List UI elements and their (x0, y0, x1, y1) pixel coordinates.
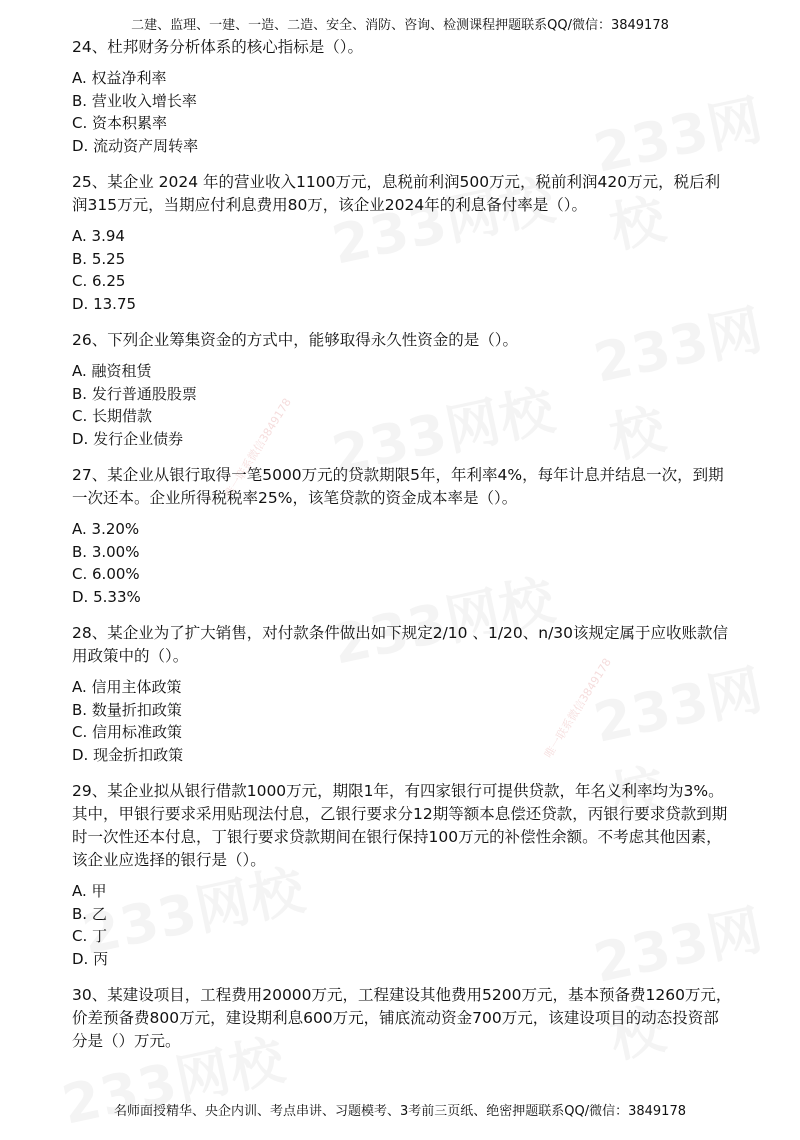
option-a: A. 甲 (72, 882, 107, 900)
question-stem: 29、某企业拟从银行借款1000万元，期限1年，有四家银行可提供贷款，年名义利率均为3%。其中，甲银行要求采用贴现法付息，乙银行要求分12期等额本息偿还贷款，丙银行要求贷款到期时一次性还本付息，丁银行要求贷款期间在银行保持100万元的补偿性余额。不考虑其他因素，该企业应选择的银行是（）。 (72, 782, 728, 869)
watermark-side-note: 唯一联系微信3849178 (541, 656, 614, 761)
option-b: B. 数量折扣政策 (72, 700, 182, 719)
option-c: C. 长期借款 (72, 407, 153, 425)
option-a: A. 信用主体政策 (72, 678, 182, 696)
option-c: C. 资本积累率 (72, 114, 168, 132)
page-header: 二建、监理、一建、一造、二造、安全、消防、咨询、检测课程押题联系QQ/微信：3849178 (131, 18, 669, 33)
option-a: A. 3.94 (72, 227, 125, 245)
option-b: B. 5.25 (72, 249, 126, 268)
question-25 (72, 171, 732, 315)
question-stem: 25、某企业 2024 年的营业收入1100万元，息税前利润500万元，税前利润420万元，税后利润315万元，当期应付利息费用80万，该企业2024年的利息备付率是（）。 (72, 173, 721, 214)
option-b: B. 发行普通股股票 (72, 384, 197, 403)
option-c: C. 6.00% (72, 565, 140, 583)
question-27 (72, 464, 732, 608)
watermark-side-note: 唯一联系微信3849178 (221, 396, 294, 501)
question-26 (72, 329, 732, 450)
option-c: C. 丁 (72, 927, 108, 945)
question-list (72, 36, 732, 1067)
option-a: A. 融资租赁 (72, 362, 152, 380)
option-c: C. 6.25 (72, 272, 126, 290)
option-d: D. 现金折扣政策 (72, 745, 184, 764)
question-29 (72, 780, 732, 970)
question-stem: 26、下列企业筹集资金的方式中，能够取得永久性资金的是（）。 (72, 331, 518, 349)
question-stem: 24、杜邦财务分析体系的核心指标是（）。 (72, 38, 363, 56)
option-d: D. 5.33% (72, 587, 141, 606)
question-stem: 28、某企业为了扩大销售，对付款条件做出如下规定2/10 、1/20、n/30该规定属于应收账款信用政策中的（）。 (72, 624, 729, 665)
option-a: A. 3.20% (72, 520, 140, 538)
option-b: B. 营业收入增长率 (72, 91, 197, 110)
option-b: B. 3.00% (72, 542, 140, 561)
option-d: D. 13.75 (72, 294, 137, 313)
option-a: A. 权益净利率 (72, 69, 167, 87)
question-30 (72, 984, 732, 1053)
question-stem: 27、某企业从银行取得一笔5000万元的贷款期限5年，年利率4%，每年计息并结息一次，到期一次还本。企业所得税税率25%，该笔贷款的资金成本率是（）。 (72, 466, 724, 507)
option-d: D. 流动资产周转率 (72, 136, 199, 155)
page-footer: 名师面授精华、央企内训、考点串讲、习题模考、3考前三页纸、绝密押题联系QQ/微信：3849178 (113, 1104, 686, 1119)
question-stem: 30、某建设项目，工程费用20000万元，工程建设其他费用5200万元，基本预备费1260万元，价差预备费800万元，建设期利息600万元，铺底流动资金700万元，该建设项目的动态投资部分是（）万元。 (72, 986, 732, 1050)
option-c: C. 信用标准政策 (72, 723, 183, 741)
question-24 (72, 36, 732, 157)
question-28 (72, 622, 732, 766)
option-d: D. 发行企业债券 (72, 429, 184, 448)
option-b: B. 乙 (72, 904, 107, 923)
option-d: D. 丙 (72, 949, 109, 968)
